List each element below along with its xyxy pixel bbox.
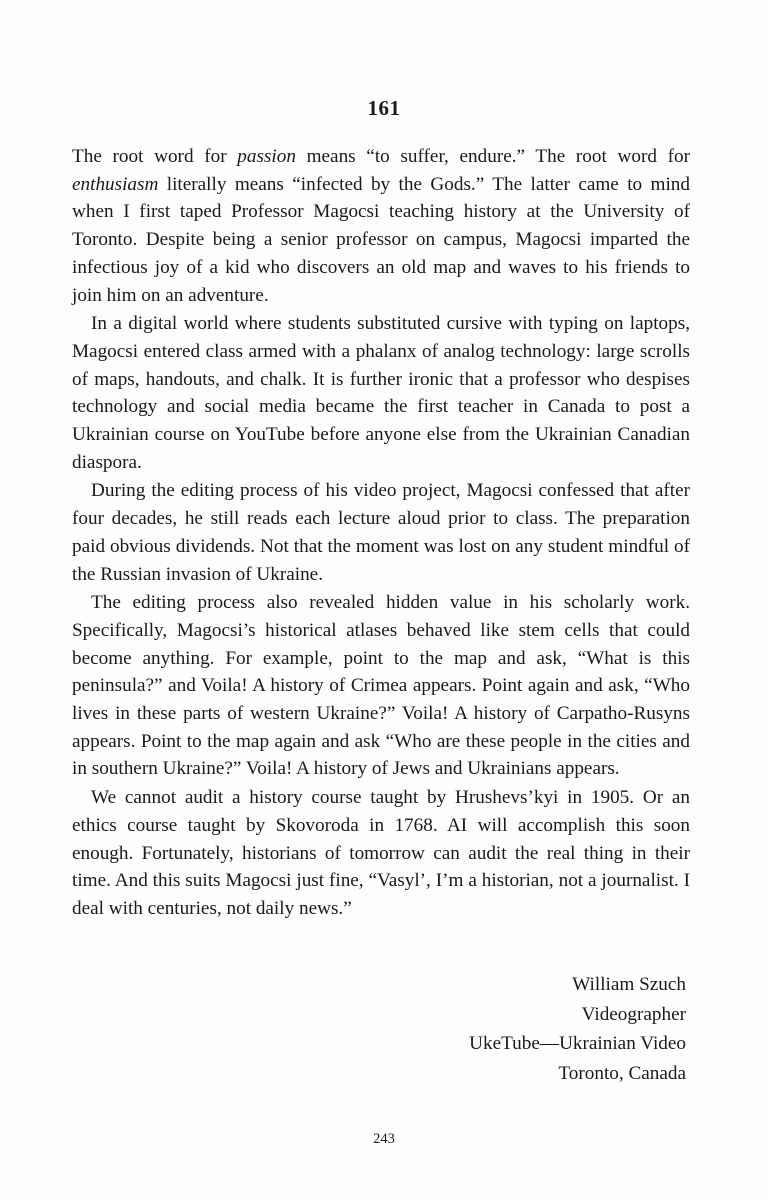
signature-location: Toronto, Canada	[558, 1062, 686, 1084]
page-number: 243	[373, 1131, 395, 1147]
signature-organization: UkeTube—Ukrainian Video	[469, 1033, 686, 1054]
signature-block	[469, 970, 686, 1088]
paragraph-1	[72, 143, 690, 309]
paragraph-4: The editing process also revealed hidden value in his scholarly work. Specifically, Magocsi’s historical atlases behaved like stem cells that could become anything. For example, point to the map and ask, “What is this peninsula?” and Voila! A history of Crimea appears. Point again and ask, “Who lives in these parts of western Ukraine?” Voila! A history of Carpatho-Rusyns appears. Point to the map again and ask “Who are these people in the cities and in southern Ukraine?” Voila! A history of Jews and Ukrainians appears.	[72, 592, 690, 780]
paragraph-2: In a digital world where students substituted cursive with typing on laptops, Magocsi entered class armed with a phalanx of analog technology: large scrolls of maps, handouts, and chalk. It is further ironic that a professor who despises technology and social media became the first teacher in Canada to post a Ukrainian course on YouTube before anyone else from the Ukrainian Canadian diaspora.	[72, 313, 690, 473]
paragraph-1-text-a: The root word for	[72, 146, 238, 167]
section-number: 161	[367, 96, 401, 120]
paragraph-1-text-b: means “to suffer, endure.” The root word for	[295, 146, 690, 167]
paragraph-1-text-c: literally means “infected by the Gods.” The latter came to mind when I first taped Professor Magocsi teaching history at the University of Toronto. Despite being a senior professor on campus, Magocsi imparted the infectious joy of a kid who discovers an old map and waves to his friends to join him on an adventure.	[72, 173, 690, 306]
paragraph-3: During the editing process of his video project, Magocsi confessed that after four decades, he still reads each lecture aloud prior to class. The preparation paid obvious dividends. Not that the moment was lost on any student mindful of the Russian invasion of Ukraine.	[72, 480, 690, 585]
paragraph-5: We cannot audit a history course taught by Hrushevs’kyi in 1905. Or an ethics course taught by Skovoroda in 1768. AI will accomplish this soon enough. Fortunately, historians of tomorrow can audit the real thing in their time. And this suits Magocsi just fine, “Vasyl’, I’m a historian, not a journalist. I deal with centuries, not daily news.”	[72, 787, 690, 919]
italic-word-passion: passion	[237, 146, 296, 167]
italic-word-enthusiasm: enthusiasm	[72, 173, 159, 195]
body-text	[72, 143, 690, 923]
signature-role: Videographer	[581, 1003, 686, 1025]
signature-name: William Szuch	[572, 974, 686, 995]
